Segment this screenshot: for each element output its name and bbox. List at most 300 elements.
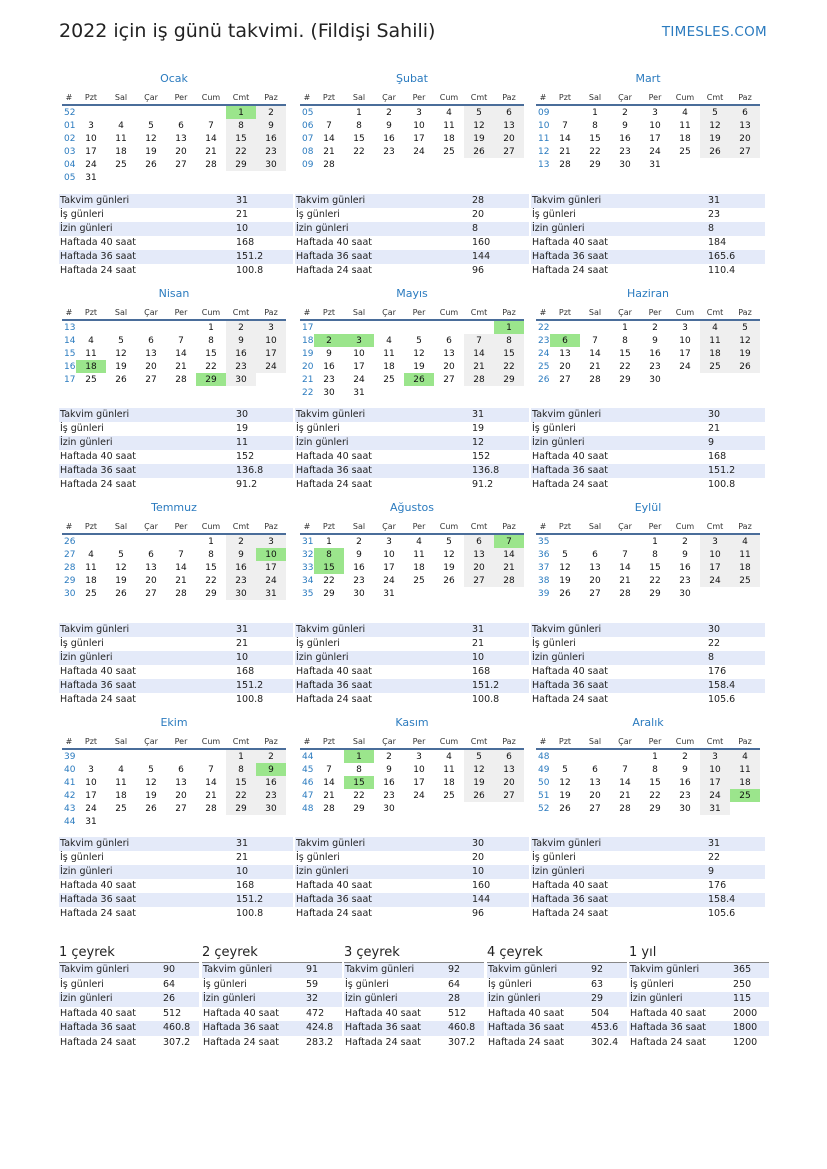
summary-row — [59, 963, 199, 978]
day-cell — [700, 587, 730, 600]
stat-label: İzin günleri — [60, 437, 113, 448]
stat-value: 30 — [708, 409, 721, 420]
weekday-label: Per — [166, 306, 196, 320]
weekday-label: # — [62, 306, 76, 320]
week-number: 09 — [538, 107, 550, 118]
day-cell: 1 — [208, 322, 214, 333]
week-row — [536, 776, 760, 789]
day-cell: 28 — [175, 588, 187, 599]
day-cell: 23 — [256, 789, 286, 802]
day-cell: 29 — [205, 588, 217, 599]
stat-label: Haftada 40 saat — [296, 451, 372, 462]
month-calendar — [300, 287, 524, 399]
stat-value: 10 — [472, 866, 485, 877]
day-cell: 29 — [226, 158, 256, 171]
day-cell: 12 — [145, 777, 157, 788]
day-cell: 19 — [413, 361, 425, 372]
weekday-label: Pzt — [550, 306, 580, 320]
month-stats — [59, 194, 293, 278]
day-cell: 29 — [323, 588, 335, 599]
stat-label: Haftada 36 saat — [60, 251, 136, 262]
weekday-header — [536, 91, 760, 105]
week-row — [536, 534, 760, 548]
summary-value: 28 — [448, 993, 461, 1004]
weekday-header — [300, 520, 524, 534]
summary-label: Haftada 24 saat — [630, 1036, 706, 1048]
day-cell — [374, 320, 404, 334]
day-cell: 10 — [679, 335, 691, 346]
stat-label: İzin günleri — [60, 866, 113, 877]
week-number: 48 — [538, 751, 550, 762]
day-cell: 12 — [700, 119, 730, 132]
day-cell: 21 — [559, 146, 571, 157]
week-row — [536, 749, 760, 763]
month-calendar — [536, 716, 760, 815]
week-row — [300, 105, 524, 119]
day-cell: 18 — [76, 360, 106, 373]
week-row — [62, 373, 286, 386]
day-cell: 7 — [622, 764, 628, 775]
day-cell: 30 — [323, 387, 335, 398]
day-cell — [256, 171, 286, 184]
stat-value: 30 — [708, 624, 721, 635]
weekday-label: Sal — [344, 306, 374, 320]
summary-value: 91 — [306, 964, 319, 975]
stat-row — [59, 623, 293, 637]
weekday-label: Per — [166, 735, 196, 749]
month-calendar — [62, 501, 286, 600]
weekday-label: # — [62, 91, 76, 105]
month-name: Mart — [635, 72, 661, 85]
week-number: 04 — [64, 159, 76, 170]
summary-block — [202, 944, 342, 1050]
weekday-label: Cmt — [464, 520, 494, 534]
day-cell: 24 — [256, 574, 286, 587]
stat-row — [531, 264, 765, 278]
day-cell: 17 — [85, 790, 97, 801]
stat-value: 9 — [708, 437, 715, 448]
day-cell: 9 — [386, 120, 392, 131]
month-name: Ağustos — [390, 501, 434, 514]
stat-row — [531, 879, 765, 893]
day-cell: 28 — [323, 159, 335, 170]
day-cell — [106, 534, 136, 548]
day-cell: 12 — [145, 133, 157, 144]
stat-label: Takvim günleri — [296, 195, 366, 206]
weekday-label: Per — [640, 91, 670, 105]
stat-row — [295, 665, 529, 679]
week-row — [536, 373, 760, 386]
month-grid — [62, 735, 286, 828]
day-cell: 7 — [326, 764, 332, 775]
day-cell: 8 — [314, 548, 344, 561]
stat-label: Takvim günleri — [60, 409, 130, 420]
stat-label: Haftada 40 saat — [60, 666, 136, 677]
weekday-label: Paz — [256, 306, 286, 320]
stat-value: 151.2 — [472, 680, 500, 691]
summary-value: 64 — [448, 978, 461, 990]
day-cell: 30 — [353, 588, 365, 599]
stat-value: 110.4 — [708, 265, 736, 276]
week-row — [536, 587, 760, 600]
day-cell: 25 — [700, 360, 730, 373]
day-cell — [136, 749, 166, 763]
day-cell: 14 — [559, 133, 571, 144]
weekday-label: # — [62, 735, 76, 749]
day-cell: 12 — [443, 549, 455, 560]
stat-label: İzin günleri — [296, 652, 349, 663]
day-cell: 7 — [464, 334, 494, 347]
day-cell: 4 — [446, 751, 452, 762]
day-cell: 19 — [730, 347, 760, 360]
day-cell: 10 — [85, 133, 97, 144]
day-cell — [550, 320, 580, 334]
day-cell: 27 — [494, 789, 524, 802]
summary-row — [629, 1036, 769, 1051]
week-number: 31 — [302, 536, 314, 547]
weekday-label: Çar — [136, 306, 166, 320]
month-grid — [536, 520, 760, 600]
week-row — [62, 548, 286, 561]
weekday-label: Cum — [196, 306, 226, 320]
stat-value: 158.4 — [708, 894, 736, 905]
summary-row — [487, 1007, 627, 1022]
stat-value: 31 — [708, 195, 721, 206]
day-cell: 8 — [226, 119, 256, 132]
day-cell: 9 — [326, 348, 332, 359]
day-cell: 11 — [115, 777, 127, 788]
day-cell: 2 — [226, 320, 256, 334]
day-cell: 28 — [559, 159, 571, 170]
week-number: 12 — [538, 146, 550, 157]
day-cell: 16 — [226, 561, 256, 574]
day-cell: 18 — [115, 790, 127, 801]
day-cell: 13 — [494, 119, 524, 132]
day-cell: 19 — [115, 575, 127, 586]
day-cell: 10 — [413, 120, 425, 131]
day-cell: 15 — [226, 132, 256, 145]
day-cell: 7 — [622, 549, 628, 560]
stat-row — [59, 464, 293, 478]
day-cell: 13 — [464, 548, 494, 561]
stat-value: 8 — [708, 223, 715, 234]
stat-value: 10 — [236, 223, 249, 234]
week-number: 11 — [538, 133, 550, 144]
day-cell: 20 — [589, 575, 601, 586]
summary-label: İzin günleri — [630, 993, 683, 1004]
day-cell — [166, 171, 196, 184]
summary-value: 92 — [448, 964, 461, 975]
week-number: 42 — [64, 790, 76, 801]
day-cell: 8 — [622, 335, 628, 346]
day-cell: 17 — [413, 777, 425, 788]
day-cell: 18 — [730, 776, 760, 789]
stat-row — [59, 194, 293, 208]
summary-label: Haftada 24 saat — [488, 1036, 564, 1048]
day-cell: 14 — [205, 133, 217, 144]
weekday-label: Cmt — [226, 520, 256, 534]
summary-title: 1 yıl — [629, 944, 769, 963]
day-cell: 2 — [226, 534, 256, 548]
day-cell: 14 — [619, 777, 631, 788]
day-cell: 21 — [205, 146, 217, 157]
day-cell — [464, 802, 494, 815]
month-grid — [536, 306, 760, 386]
summary-title: 3 çeyrek — [344, 944, 484, 963]
week-number: 26 — [64, 536, 76, 547]
weekday-label: # — [300, 306, 314, 320]
summary-label: Haftada 24 saat — [203, 1036, 279, 1048]
stat-label: Haftada 40 saat — [532, 237, 608, 248]
day-cell: 19 — [559, 790, 571, 801]
day-cell: 29 — [353, 803, 365, 814]
day-cell — [464, 158, 494, 171]
day-cell: 1 — [652, 751, 658, 762]
week-number: 38 — [538, 575, 550, 586]
day-cell: 13 — [145, 348, 157, 359]
week-row — [62, 815, 286, 828]
day-cell: 26 — [730, 360, 760, 373]
stat-value: 28 — [472, 195, 485, 206]
day-cell — [434, 320, 464, 334]
day-cell: 3 — [416, 751, 422, 762]
day-cell — [344, 320, 374, 334]
summary-row — [487, 992, 627, 1007]
day-cell: 29 — [589, 159, 601, 170]
stat-row — [531, 436, 765, 450]
week-number: 36 — [538, 549, 550, 560]
weekday-label: Pzt — [550, 520, 580, 534]
stat-label: Haftada 24 saat — [532, 908, 608, 919]
stat-label: İzin günleri — [296, 437, 349, 448]
day-cell: 25 — [115, 803, 127, 814]
day-cell: 21 — [175, 361, 187, 372]
day-cell: 3 — [256, 320, 286, 334]
weekday-label: Cum — [196, 735, 226, 749]
stat-value: 22 — [708, 638, 721, 649]
day-cell: 4 — [446, 107, 452, 118]
stat-value: 21 — [236, 209, 249, 220]
day-cell: 11 — [383, 348, 395, 359]
day-cell: 31 — [649, 159, 661, 170]
stat-label: Haftada 36 saat — [296, 465, 372, 476]
month-grid — [62, 306, 286, 386]
week-number: 35 — [538, 536, 550, 547]
stat-row — [59, 651, 293, 665]
day-cell — [550, 534, 580, 548]
day-cell: 25 — [443, 790, 455, 801]
stat-row — [531, 464, 765, 478]
day-cell: 2 — [682, 751, 688, 762]
stat-label: Haftada 36 saat — [60, 894, 136, 905]
week-number: 52 — [64, 107, 76, 118]
day-cell — [226, 171, 256, 184]
weekday-label: # — [536, 520, 550, 534]
day-cell: 23 — [383, 146, 395, 157]
day-cell: 1 — [226, 105, 256, 119]
day-cell: 22 — [226, 145, 256, 158]
day-cell: 11 — [730, 548, 760, 561]
stat-value: 151.2 — [708, 465, 736, 476]
day-cell: 6 — [592, 764, 598, 775]
summary-row — [629, 978, 769, 993]
summary-label: Takvim günleri — [60, 964, 130, 975]
day-cell: 17 — [413, 133, 425, 144]
stat-value: 30 — [236, 409, 249, 420]
summary-value: 283.2 — [306, 1036, 334, 1048]
weekday-label: Paz — [256, 520, 286, 534]
stat-row — [295, 637, 529, 651]
month-stats — [531, 623, 765, 707]
day-cell: 14 — [323, 133, 335, 144]
stat-row — [531, 865, 765, 879]
day-cell: 1 — [326, 536, 332, 547]
day-cell — [494, 587, 524, 600]
day-cell — [730, 587, 760, 600]
day-cell — [136, 105, 166, 119]
week-row — [62, 561, 286, 574]
day-cell: 6 — [494, 749, 524, 763]
month-grid — [300, 306, 524, 399]
day-cell: 15 — [353, 133, 365, 144]
brand-link[interactable]: TIMESLES.COM — [661, 24, 767, 40]
stat-value: 31 — [236, 624, 249, 635]
day-cell: 31 — [256, 587, 286, 600]
summary-row — [487, 1036, 627, 1051]
day-cell — [404, 158, 434, 171]
day-cell: 13 — [559, 348, 571, 359]
weekday-label: Paz — [730, 735, 760, 749]
weekday-header — [62, 306, 286, 320]
day-cell: 2 — [652, 322, 658, 333]
stat-row — [295, 879, 529, 893]
day-cell: 23 — [256, 145, 286, 158]
day-cell: 17 — [383, 562, 395, 573]
weekday-label: # — [300, 520, 314, 534]
day-cell: 24 — [679, 361, 691, 372]
stat-row — [295, 651, 529, 665]
stat-row — [531, 408, 765, 422]
weekday-header — [62, 735, 286, 749]
summary-value: 1800 — [733, 1022, 758, 1033]
day-cell: 19 — [559, 575, 571, 586]
month-calendar — [536, 287, 760, 386]
day-cell: 18 — [115, 146, 127, 157]
week-row — [536, 802, 760, 815]
stat-row — [531, 208, 765, 222]
stat-label: Takvim günleri — [296, 838, 366, 849]
day-cell: 26 — [700, 145, 730, 158]
day-cell — [730, 158, 760, 171]
month-stats — [59, 408, 293, 492]
summary-value: 302.4 — [591, 1036, 619, 1048]
day-cell: 15 — [205, 348, 217, 359]
stat-label: Haftada 24 saat — [60, 908, 136, 919]
weekday-label: Çar — [136, 735, 166, 749]
month-grid — [536, 735, 760, 815]
day-cell: 8 — [356, 764, 362, 775]
weekday-label: # — [300, 91, 314, 105]
week-number: 26 — [538, 374, 550, 385]
stat-value: 96 — [472, 265, 485, 276]
week-row — [62, 802, 286, 815]
day-cell: 5 — [562, 764, 568, 775]
weekday-label: # — [536, 306, 550, 320]
week-row — [62, 145, 286, 158]
week-row — [536, 119, 760, 132]
day-cell: 22 — [589, 146, 601, 157]
stat-label: Haftada 24 saat — [60, 479, 136, 490]
day-cell: 8 — [494, 334, 524, 347]
stat-label: İş günleri — [532, 852, 576, 863]
week-row — [62, 334, 286, 347]
stat-value: 9 — [708, 866, 715, 877]
day-cell: 10 — [649, 120, 661, 131]
day-cell: 11 — [413, 549, 425, 560]
stat-value: 105.6 — [708, 908, 736, 919]
day-cell: 16 — [256, 776, 286, 789]
day-cell: 14 — [205, 777, 217, 788]
stat-label: Haftada 40 saat — [296, 237, 372, 248]
stat-value: 8 — [708, 652, 715, 663]
day-cell: 11 — [443, 120, 455, 131]
weekday-label: Sal — [106, 91, 136, 105]
day-cell — [314, 320, 344, 334]
week-row — [536, 105, 760, 119]
day-cell: 29 — [226, 802, 256, 815]
day-cell: 8 — [592, 120, 598, 131]
day-cell: 23 — [383, 790, 395, 801]
week-row — [300, 158, 524, 171]
weekday-label: # — [300, 735, 314, 749]
week-number: 23 — [538, 335, 550, 346]
summary-row — [344, 978, 484, 993]
summary-row — [59, 992, 199, 1007]
summary-value: 1200 — [733, 1036, 758, 1048]
week-number: 29 — [64, 575, 76, 586]
summary-label: Haftada 40 saat — [630, 1007, 706, 1019]
stat-value: 144 — [472, 894, 491, 905]
day-cell: 14 — [175, 348, 187, 359]
stat-value: 184 — [708, 237, 727, 248]
stat-label: İş günleri — [296, 638, 340, 649]
day-cell: 2 — [682, 536, 688, 547]
stat-label: Haftada 36 saat — [532, 894, 608, 905]
day-cell: 26 — [404, 373, 434, 386]
stat-label: Haftada 24 saat — [296, 265, 372, 276]
stat-row — [295, 264, 529, 278]
day-cell: 5 — [730, 320, 760, 334]
week-number: 39 — [538, 588, 550, 599]
day-cell: 1 — [652, 536, 658, 547]
summary-label: Haftada 40 saat — [203, 1007, 279, 1019]
day-cell: 30 — [256, 802, 286, 815]
day-cell — [700, 158, 730, 171]
week-number: 09 — [302, 159, 314, 170]
day-cell: 21 — [464, 360, 494, 373]
day-cell: 24 — [700, 574, 730, 587]
day-cell: 4 — [730, 534, 760, 548]
summary-row — [487, 978, 627, 993]
day-cell: 11 — [679, 120, 691, 131]
stat-row — [59, 208, 293, 222]
day-cell — [670, 373, 700, 386]
day-cell — [106, 320, 136, 334]
day-cell: 6 — [446, 335, 452, 346]
summary-label: İş günleri — [488, 978, 532, 990]
week-row — [536, 561, 760, 574]
month-calendar — [300, 501, 524, 600]
